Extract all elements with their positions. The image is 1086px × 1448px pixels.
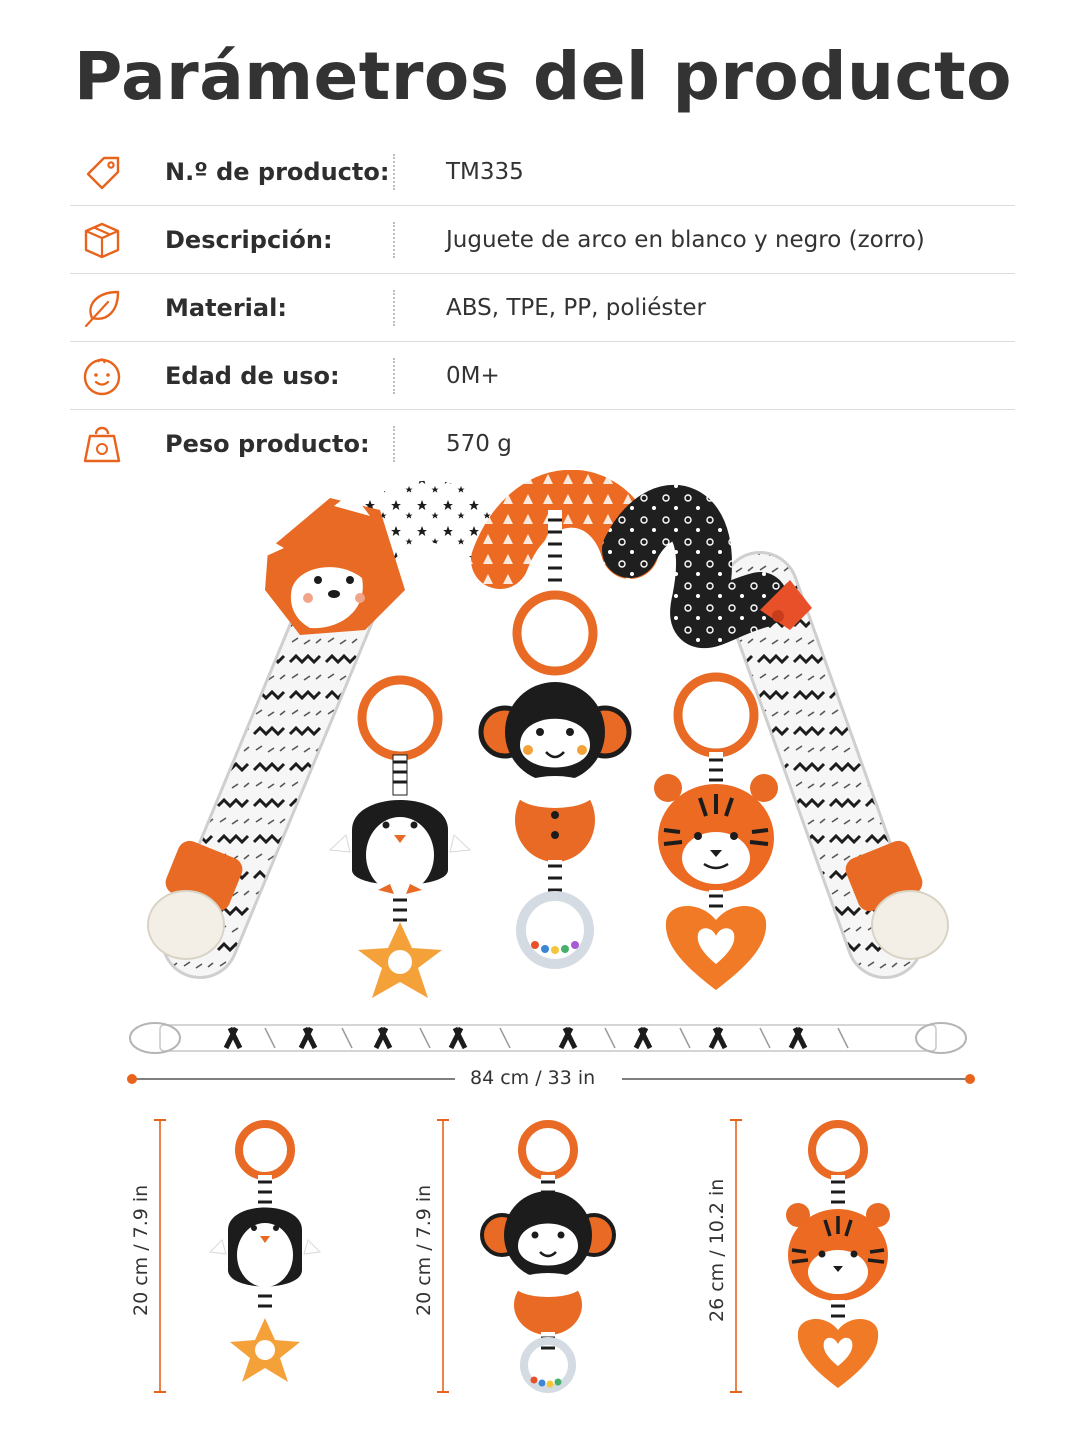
spec-value: 0M+: [446, 363, 500, 389]
tiger-detail: [786, 1124, 890, 1388]
spec-row-age: [70, 342, 1015, 410]
dotted-separator: [393, 358, 395, 394]
dotted-separator: [393, 222, 395, 258]
penguin-height-label: 20 cm / 7.9 in: [130, 1184, 152, 1316]
spec-label: Material:: [165, 294, 287, 322]
spec-label: N.º de producto:: [165, 158, 390, 186]
dotted-separator: [393, 154, 395, 190]
penguin-detail: [210, 1124, 320, 1382]
tiger-hanger: [654, 677, 778, 990]
monkey-height-line: [437, 1120, 449, 1392]
spec-row-description: [70, 206, 1015, 274]
weight-icon: [80, 422, 124, 466]
box-icon: [80, 218, 124, 262]
dotted-separator: [393, 426, 395, 462]
spec-row-weight: [70, 410, 1015, 477]
spec-label: Edad de uso:: [165, 362, 340, 390]
page-title: Parámetros del producto: [74, 38, 1012, 115]
spec-value: 570 g: [446, 431, 512, 457]
monkey-height-label: 20 cm / 7.9 in: [413, 1184, 435, 1316]
spec-row-material: [70, 274, 1015, 342]
penguin-hanger: [330, 680, 470, 998]
spec-value: Juguete de arco en blanco y negro (zorro): [446, 227, 925, 253]
monkey-detail: [482, 1124, 614, 1389]
spec-label: Peso producto:: [165, 430, 370, 458]
spec-value: TM335: [446, 159, 524, 185]
arch-left-clip: [148, 891, 224, 959]
tiger-height-label: 26 cm / 10.2 in: [706, 1178, 728, 1322]
tiger-height-line: [730, 1120, 742, 1392]
strap-illustration: [130, 1023, 966, 1053]
product-illustration: [0, 470, 1086, 1448]
penguin-height-line: [154, 1120, 166, 1392]
leaf-icon: [80, 286, 124, 330]
spec-value: ABS, TPE, PP, poliéster: [446, 295, 706, 321]
dotted-separator: [393, 290, 395, 326]
spec-label: Descripción:: [165, 226, 333, 254]
arch-right-clip: [872, 891, 948, 959]
arch-length-label: 84 cm / 33 in: [462, 1067, 603, 1089]
spec-table: [70, 138, 1015, 477]
spec-row-product-number: [70, 138, 1015, 206]
baby-face-icon: [80, 354, 124, 398]
tag-icon: [80, 150, 124, 194]
